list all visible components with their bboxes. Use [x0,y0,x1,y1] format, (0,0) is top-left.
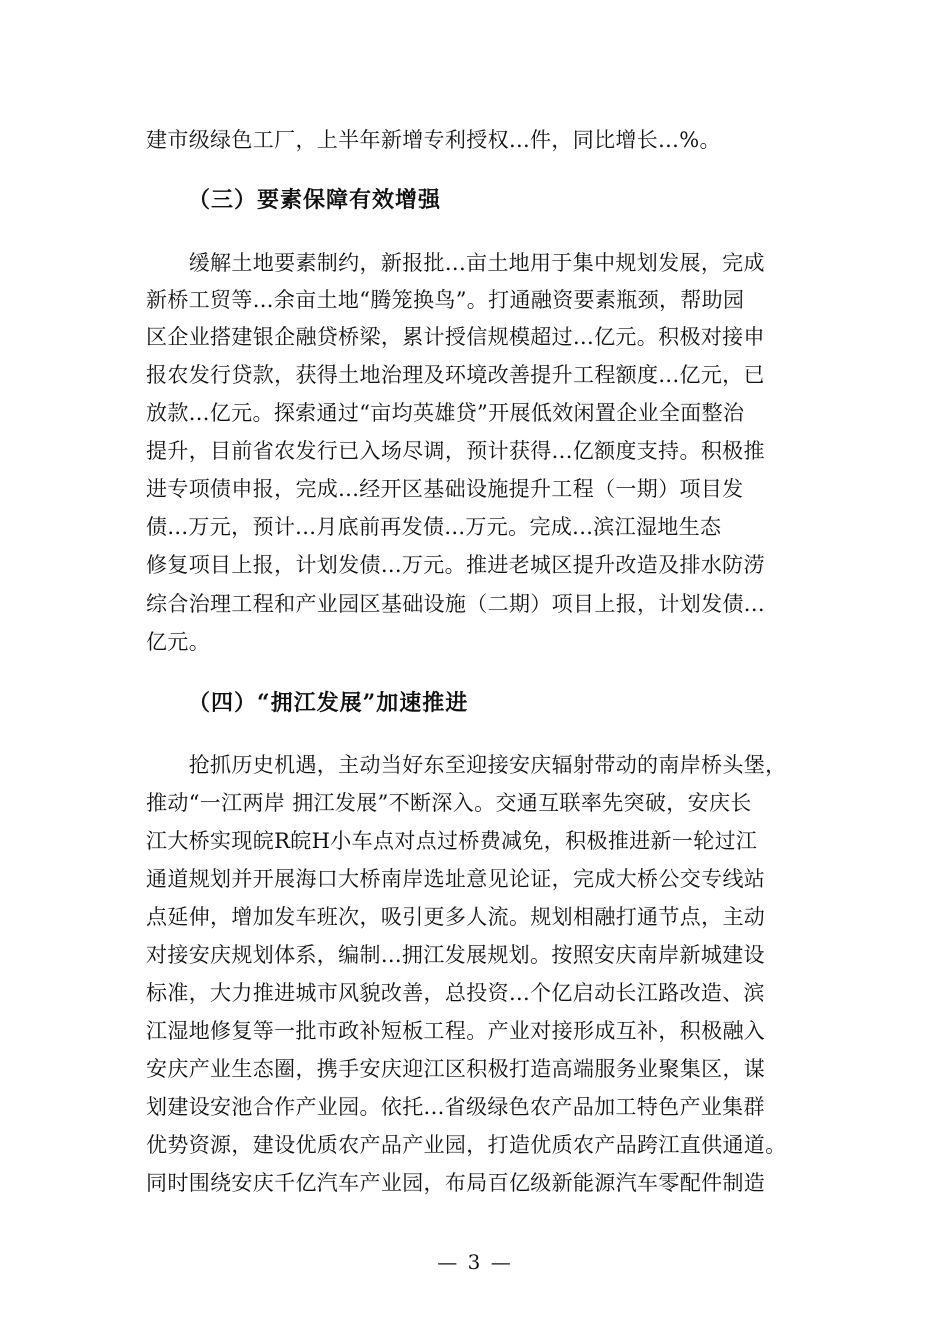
body-text-line: 提升，目前省农发行已入场尽调，预计获得...亿额度支持。积极推 [146,439,765,463]
body-text-line: 划建设安池合作产业园。依托...省级绿色农产品加工特色产业集群 [146,1095,765,1119]
body-text-line: 债...万元，预计...月底前再发债...万元。完成...滨江湿地生态 [146,515,722,539]
body-text-line: 放款...亿元。探索通过“亩均英雄贷”开展低效闲置企业全面整治 [146,401,745,425]
body-text-line: 标准，大力推进城市风貌改善，总投资...个亿启动长江路改造、滨 [146,981,765,1005]
body-text-line: 抢抓历史机遇，主动当好东至迎接安庆辐射带动的南岸桥头堡， [146,753,787,777]
body-text-line: 建市级绿色工厂，上半年新增专利授权...件，同比增长...%。 [146,128,721,152]
body-text-line: 综合治理工程和产业园区基础设施（二期）项目上报，计划发债... [146,592,765,616]
body-text-line: 报农发行贷款，获得土地治理及环境改善提升工程额度...亿元，已 [146,363,765,387]
body-text-line: 点延伸，增加发车班次，吸引更多人流。规划相融打通节点，主动 [146,905,766,929]
body-text-line: 江湿地修复等一批市政补短板工程。产业对接形成互补，积极融入 [146,1019,766,1043]
page-number: — 3 — [437,1250,513,1274]
section-heading-3: （三）要素保障有效增强 [188,187,442,213]
body-text-line: 同时围绕安庆千亿汽车产业园，布局百亿级新能源汽车零配件制造 [146,1171,766,1195]
body-text-line: 进专项债申报，完成...经开区基础设施提升工程（一期）项目发 [146,477,744,501]
body-text-line: 新桥工贸等...余亩土地“腾笼换鸟”。打通融资要素瓶颈，帮助园 [146,288,745,312]
body-text-line: 修复项目上报，计划发债...万元。推进老城区提升改造及排水防涝 [146,553,765,577]
body-text-line: 区企业搭建银企融贷桥梁，累计授信规模超过...亿元。积极对接申 [146,325,765,349]
body-text-line: 缓解土地要素制约，新报批...亩土地用于集中规划发展，完成 [146,251,765,275]
body-text-line: 推动“一江两岸 拥江发展”不断深入。交通互联率先突破，安庆长 [146,791,752,815]
body-text-line: 江大桥实现皖R皖H小车点对点过桥费减免，积极推进新一轮过江 [146,829,758,853]
body-text-line: 优势资源，建设优质农产品产业园，打造优质农产品跨江直供通道。 [146,1133,787,1157]
body-text-line: 安庆产业生态圈，携手安庆迎江区积极打造高端服务业聚集区，谋 [146,1057,766,1081]
body-text-line: 对接安庆规划体系，编制...拥江发展规划。按照安庆南岸新城建设 [146,943,765,967]
section-heading-4: （四）“拥江发展”加速推进 [188,690,469,716]
body-text-line: 通道规划并开展海口大桥南岸选址意见论证，完成大桥公交专线站 [146,867,766,891]
body-text-line: 亿元。 [146,630,211,654]
